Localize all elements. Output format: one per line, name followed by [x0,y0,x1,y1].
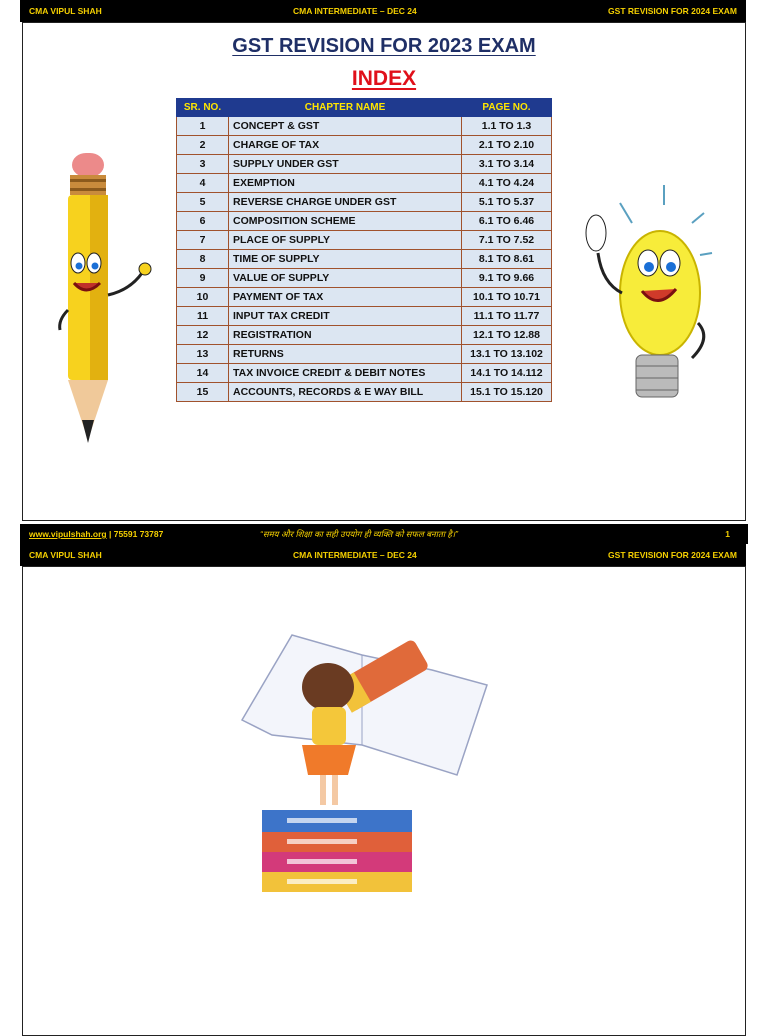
chapter-name-cell: COMPOSITION SCHEME [229,212,462,231]
chapter-name-cell: EXEMPTION [229,174,462,193]
sr-no-cell: 12 [177,326,229,345]
sr-no-cell: 14 [177,364,229,383]
page-range-cell: 7.1 TO 7.52 [462,231,552,250]
page-2-header [20,544,746,566]
header-author: CMA VIPUL SHAH [29,550,102,560]
index-row [177,231,552,250]
chapter-name-cell: VALUE OF SUPPLY [229,269,462,288]
sr-no-cell: 9 [177,269,229,288]
index-row [177,174,552,193]
col-page-no: PAGE NO. [462,99,552,117]
sr-no-cell: 5 [177,193,229,212]
index-row [177,345,552,364]
chapter-name-cell: PAYMENT OF TAX [229,288,462,307]
page-range-cell: 13.1 TO 13.102 [462,345,552,364]
page-range-cell: 12.1 TO 12.88 [462,326,552,345]
website-link[interactable]: www.vipulshah.org [29,529,107,539]
col-chapter-name: CHAPTER NAME [229,99,462,117]
col-sr-no: SR. NO. [177,99,229,117]
index-row [177,250,552,269]
page-range-cell: 6.1 TO 6.46 [462,212,552,231]
page-range-cell: 15.1 TO 15.120 [462,383,552,402]
page-range-cell: 11.1 TO 11.77 [462,307,552,326]
header-course: CMA INTERMEDIATE – DEC 24 [293,6,417,16]
chapter-name-cell: TIME OF SUPPLY [229,250,462,269]
sr-no-cell: 13 [177,345,229,364]
index-row [177,136,552,155]
chapter-name-cell: PLACE OF SUPPLY [229,231,462,250]
sr-no-cell: 1 [177,117,229,136]
page-range-cell: 2.1 TO 2.10 [462,136,552,155]
chapter-name-cell: INPUT TAX CREDIT [229,307,462,326]
index-row [177,288,552,307]
bulb-mascot-icon [582,183,722,428]
index-table [176,98,552,402]
chapter-name-cell: RETURNS [229,345,462,364]
header-exam: GST REVISION FOR 2024 EXAM [608,6,737,16]
index-row [177,269,552,288]
page-header [20,0,746,22]
page-range-cell: 5.1 TO 5.37 [462,193,552,212]
sr-no-cell: 10 [177,288,229,307]
index-row [177,117,552,136]
page-range-cell: 8.1 TO 8.61 [462,250,552,269]
chapter-name-cell: TAX INVOICE CREDIT & DEBIT NOTES [229,364,462,383]
document-title: GST REVISION FOR 2023 EXAM [232,35,536,57]
sr-no-cell: 11 [177,307,229,326]
index-row [177,155,552,174]
page-footer [20,524,748,544]
chapter-name-cell: CONCEPT & GST [229,117,462,136]
page-range-cell: 9.1 TO 9.66 [462,269,552,288]
chapter-name-cell: REVERSE CHARGE UNDER GST [229,193,462,212]
chapter-name-cell: REGISTRATION [229,326,462,345]
footer-quote: “समय और शिक्षा का सही उपयोग ही व्यक्ति को सफल बनाता है।” [260,528,458,539]
sr-no-cell: 7 [177,231,229,250]
pencil-mascot-icon [50,145,160,450]
index-row [177,383,552,402]
index-row [177,307,552,326]
page-range-cell: 10.1 TO 10.71 [462,288,552,307]
sr-no-cell: 4 [177,174,229,193]
page-range-cell: 3.1 TO 3.14 [462,155,552,174]
index-row [177,326,552,345]
sr-no-cell: 2 [177,136,229,155]
sr-no-cell: 15 [177,383,229,402]
girl-on-books-illustration [232,625,492,895]
chapter-name-cell: CHARGE OF TAX [229,136,462,155]
header-author: CMA VIPUL SHAH [29,6,102,16]
header-course: CMA INTERMEDIATE – DEC 24 [293,550,417,560]
page-range-cell: 14.1 TO 14.112 [462,364,552,383]
chapter-name-cell: SUPPLY UNDER GST [229,155,462,174]
header-exam: GST REVISION FOR 2024 EXAM [608,550,737,560]
index-row [177,212,552,231]
sr-no-cell: 8 [177,250,229,269]
page-range-cell: 4.1 TO 4.24 [462,174,552,193]
sr-no-cell: 3 [177,155,229,174]
index-table-header [177,99,552,117]
index-row [177,364,552,383]
sr-no-cell: 6 [177,212,229,231]
page-number: 1 [725,529,730,539]
page-range-cell: 1.1 TO 1.3 [462,117,552,136]
chapter-name-cell: ACCOUNTS, RECORDS & E WAY BILL [229,383,462,402]
index-row [177,193,552,212]
index-heading: INDEX [351,67,417,90]
phone-number: | 75591 73787 [106,529,164,539]
